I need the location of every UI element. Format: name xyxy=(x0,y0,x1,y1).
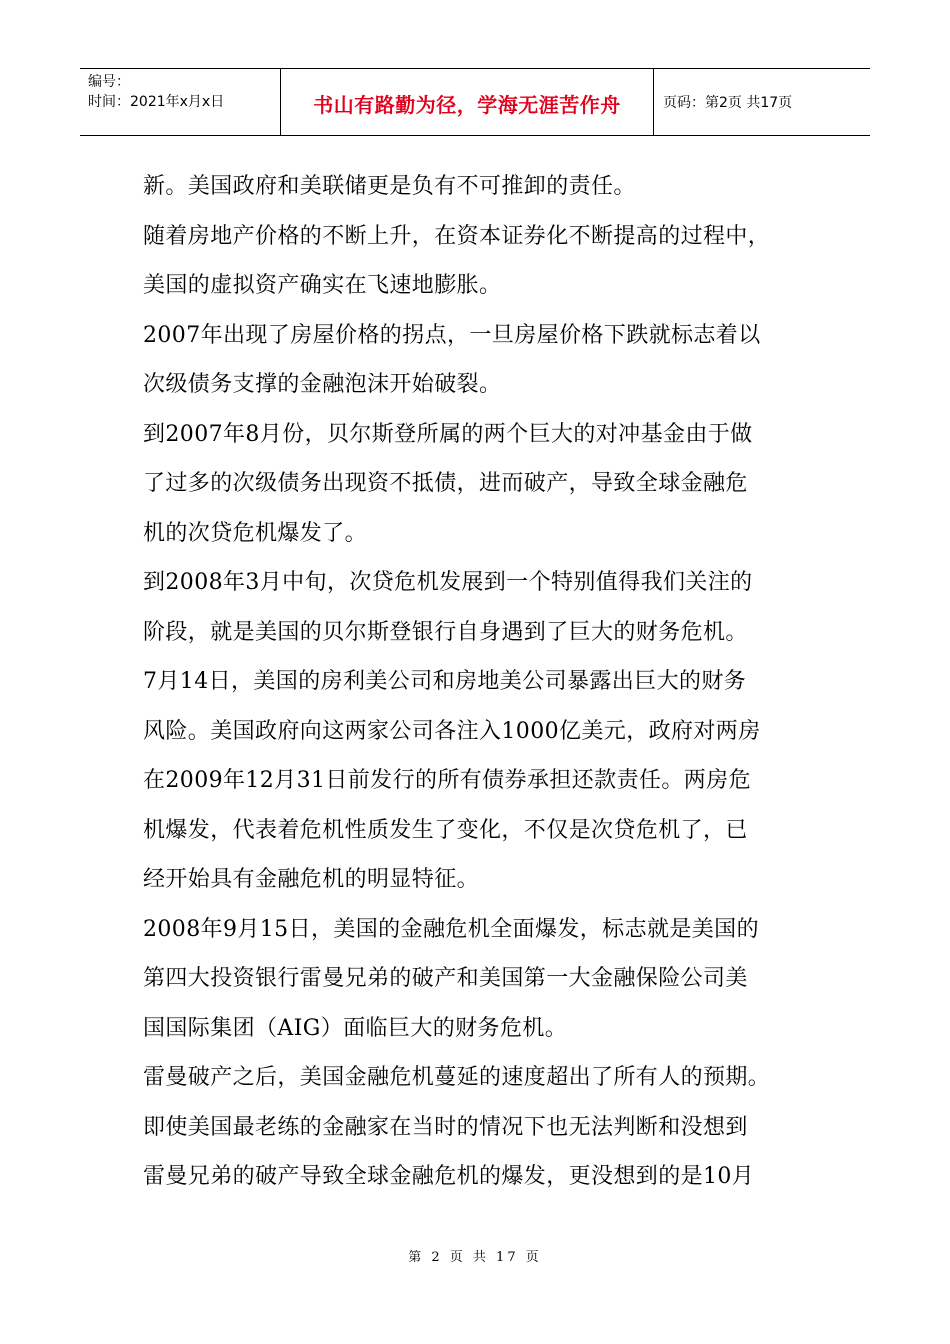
body-line: 2008年9月15日，美国的金融危机全面爆发，标志就是美国的 xyxy=(143,916,759,942)
body-line: 雷曼破产之后，美国金融危机蔓延的速度超出了所有人的预期。 xyxy=(143,1065,771,1090)
header-page-cell xyxy=(654,69,870,135)
body-line: 经开始具有金融危机的明显特征。 xyxy=(143,867,480,892)
body-line: 7月14日，美国的房利美公司和房地美公司暴露出巨大的财务 xyxy=(143,669,747,694)
body-line: 次级债务支撑的金融泡沫开始破裂。 xyxy=(143,372,502,397)
body-line: 随着房地产价格的不断上升，在资本证券化不断提高的过程中， xyxy=(143,223,771,249)
body-line: 在2009年12月31日前发行的所有债券承担还款责任。两房危 xyxy=(143,768,751,793)
body-line: 阶段，就是美国的贝尔斯登银行自身遇到了巨大的财务危机。 xyxy=(143,619,748,645)
header-info-cell xyxy=(80,69,281,135)
body-line: 美国的虚拟资产确实在飞速地膨胀。 xyxy=(143,273,502,298)
header-motto: 书山有路勤为径，学海无涯苦作舟 xyxy=(313,92,621,117)
document-time-label: 时间：2021年x月x日 xyxy=(88,94,225,110)
body-line: 第四大投资银行雷曼兄弟的破产和美国第一大金融保险公司美 xyxy=(143,966,748,991)
body-line: 机的次贷危机爆发了。 xyxy=(143,520,368,546)
body-line: 国国际集团（AIG）面临巨大的财务危机。 xyxy=(143,1015,568,1041)
document-number-label: 编号： xyxy=(88,74,130,90)
body-line: 雷曼兄弟的破产导致全球金融危机的爆发，更没想到的是10月 xyxy=(143,1164,755,1189)
body-line: 2007年出现了房屋价格的拐点，一旦房屋价格下跌就标志着以 xyxy=(143,322,761,348)
document-body xyxy=(143,162,823,1202)
header-motto-cell xyxy=(281,69,654,135)
body-line: 风险。美国政府向这两家公司各注入1000亿美元，政府对两房 xyxy=(143,718,761,744)
body-line: 新。美国政府和美联储更是负有不可推卸的责任。 xyxy=(143,174,636,199)
body-line: 到2008年3月中旬，次贷危机发展到一个特别值得我们关注的 xyxy=(143,570,753,595)
body-line: 了过多的次级债务出现资不抵债，进而破产，导致全球金融危 xyxy=(143,471,748,496)
body-line: 到2007年8月份，贝尔斯登所属的两个巨大的对冲基金由于做 xyxy=(143,421,753,447)
page-footer: 第 2 页 共 17 页 xyxy=(408,1250,542,1265)
body-line: 即使美国最老练的金融家在当时的情况下也无法判断和没想到 xyxy=(143,1114,748,1140)
body-line: 机爆发，代表着危机性质发生了变化，不仅是次贷危机了，已 xyxy=(143,817,748,843)
header-page-label: 页码：第2页 共17页 xyxy=(663,95,793,111)
document-header xyxy=(80,68,870,136)
